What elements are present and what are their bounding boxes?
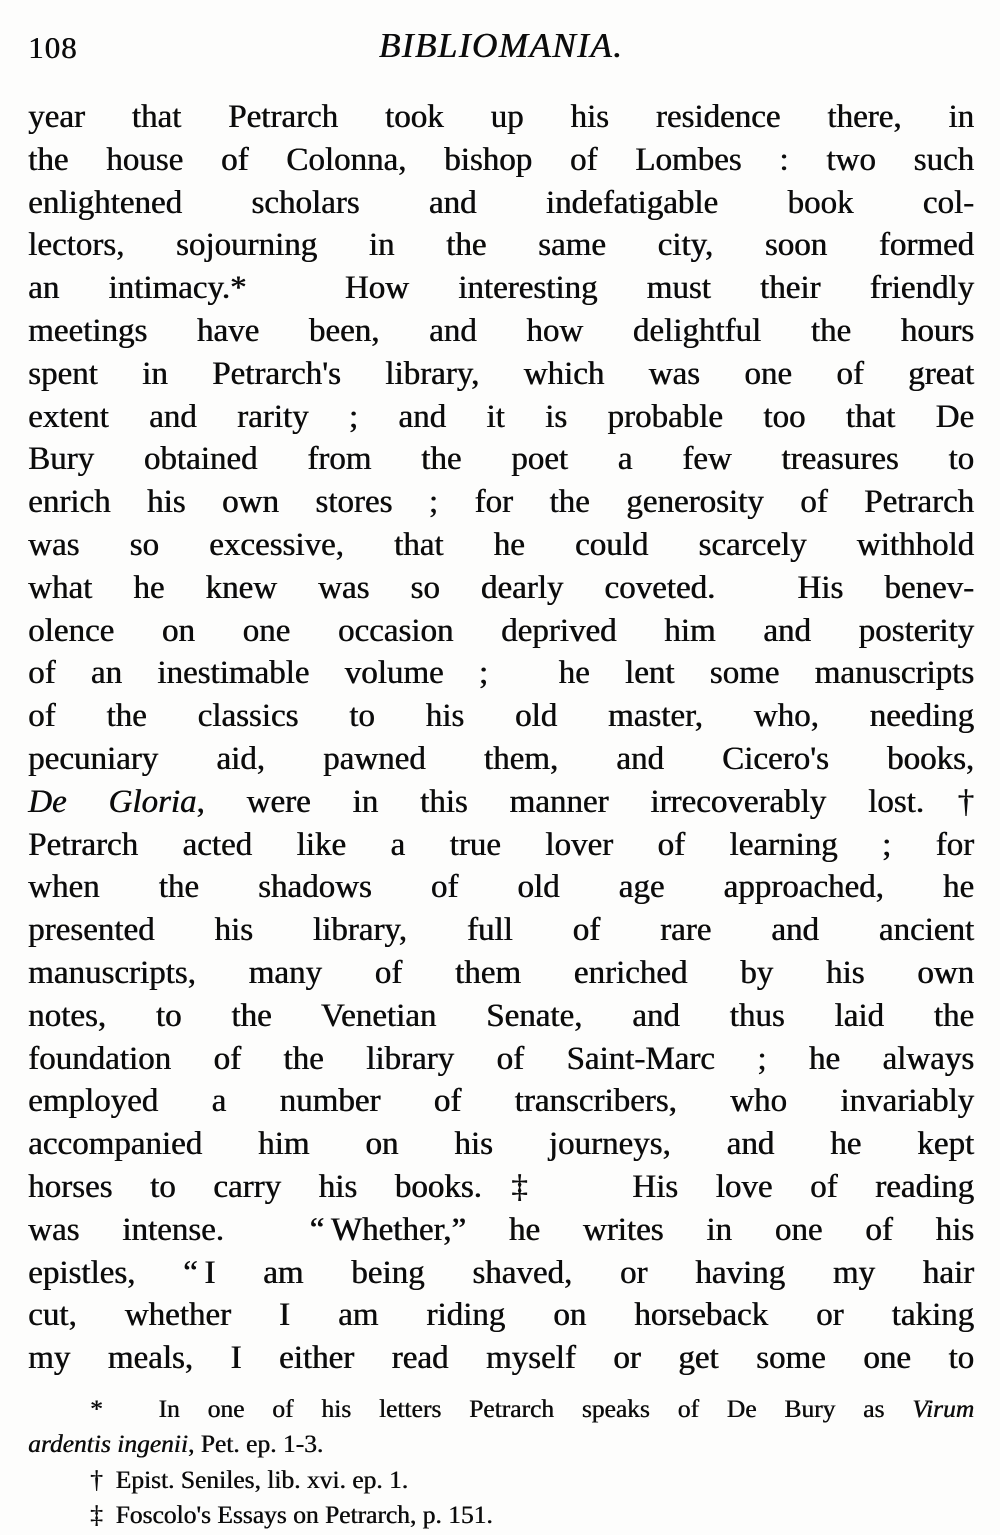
text-segment: when the shadows of old age approached, he <box>28 869 974 906</box>
text-segment: extent and rarity ; and it is probable too that De <box>28 398 974 435</box>
text-segment: cut, whether I am riding on horseback or taking <box>28 1297 974 1334</box>
text-line <box>28 1252 974 1295</box>
text-line <box>28 1497 974 1533</box>
text-line <box>28 1209 974 1252</box>
text-segment: was so excessive, that he could scarcely withhold <box>28 526 974 563</box>
text-segment: olence on one occasion deprived him and posterity <box>28 612 974 649</box>
text-segment: the house of Colonna, bishop of Lombes : two such <box>28 141 974 178</box>
text-line <box>28 652 974 695</box>
text-segment: enrich his own stores ; for the generosity of Petrarch <box>28 484 974 521</box>
text-segment: enlightened scholars and indefatigable book col- <box>28 184 974 221</box>
text-line <box>28 1038 974 1081</box>
text-segment: my meals, I either read myself or get some one to <box>28 1340 974 1377</box>
text-segment: , were in this manner irrecoverably lost.† <box>196 783 974 820</box>
text-segment: of an inestimable volume ; he lent some manuscripts <box>28 655 974 692</box>
text-line <box>28 1462 974 1498</box>
text-segment: Petrarch acted like a true lover of learning ; for <box>28 826 974 863</box>
text-segment: pecuniary aid, pawned them, and Cicero's books, <box>28 740 974 777</box>
text-line <box>28 96 974 139</box>
page-number: 108 <box>28 30 78 65</box>
text-line <box>28 224 974 267</box>
text-line <box>28 866 974 909</box>
text-line <box>28 738 974 781</box>
italic-text-segment: ardentis ingenii <box>28 1429 188 1459</box>
text-line <box>28 481 974 524</box>
text-line <box>28 695 974 738</box>
text-line <box>28 182 974 225</box>
running-head <box>28 26 974 74</box>
text-segment: epistles, “ I am being shaved, or having my hair <box>28 1254 974 1291</box>
text-line <box>28 952 974 995</box>
text-segment: † Epist. Seniles, lib. xvi. ep. 1. <box>90 1464 409 1494</box>
text-segment: manuscripts, many of them enriched by his own <box>28 954 974 991</box>
text-segment: notes, to the Venetian Senate, and thus laid the <box>28 997 974 1034</box>
text-line <box>28 524 974 567</box>
text-line <box>28 1391 974 1427</box>
text-segment: year that Petrarch took up his residence there, in <box>28 99 974 135</box>
body-text <box>28 96 974 1380</box>
text-segment: accompanied him on his journeys, and he kept <box>28 1126 974 1163</box>
text-segment: what he knew was so dearly coveted. His benev- <box>28 569 974 606</box>
text-line <box>28 610 974 653</box>
running-title: BIBLIOMANIA. <box>378 26 624 65</box>
text-segment: meetings have been, and how delightful the hours <box>28 312 974 349</box>
text-line <box>28 1080 974 1123</box>
text-segment: , Pet. ep. 1-3. <box>187 1429 324 1459</box>
text-line <box>28 995 974 1038</box>
italic-text-segment: De Gloria <box>28 783 197 820</box>
text-line <box>28 909 974 952</box>
text-line <box>28 1426 974 1462</box>
text-line <box>28 396 974 439</box>
text-segment: an intimacy.* How interesting must their friendly <box>28 270 974 307</box>
text-segment: of the classics to his old master, who, needing <box>28 698 974 735</box>
text-line <box>28 267 974 310</box>
text-line <box>28 781 974 824</box>
italic-text-segment: Virum <box>912 1393 974 1423</box>
text-line <box>28 1337 974 1380</box>
text-line <box>28 1294 974 1337</box>
text-segment: foundation of the library of Saint-Marc ; he always <box>28 1040 974 1077</box>
text-segment: presented his library, full of rare and ancient <box>28 912 974 949</box>
text-segment: Bury obtained from the poet a few treasures to <box>28 441 974 478</box>
text-line <box>28 824 974 867</box>
text-segment: horses to carry his books.‡ His love of reading <box>28 1168 974 1205</box>
text-line <box>28 567 974 610</box>
text-line <box>28 1166 974 1209</box>
text-line <box>28 139 974 182</box>
text-line <box>28 1123 974 1166</box>
text-line <box>28 353 974 396</box>
text-segment: lectors, sojourning in the same city, soon formed <box>28 227 974 264</box>
text-segment: employed a number of transcribers, who invariably <box>28 1083 974 1120</box>
footnotes <box>28 1391 974 1533</box>
text-segment: was intense. “ Whether,” he writes in one of his <box>28 1211 974 1248</box>
text-segment: * In one of his letters Petrarch speaks of De Bury as <box>90 1393 913 1423</box>
text-line <box>28 438 974 481</box>
text-segment: spent in Petrarch's library, which was one of great <box>28 355 974 392</box>
text-line <box>28 310 974 353</box>
text-segment: ‡ Foscolo's Essays on Petrarch, p. 151. <box>90 1500 493 1530</box>
